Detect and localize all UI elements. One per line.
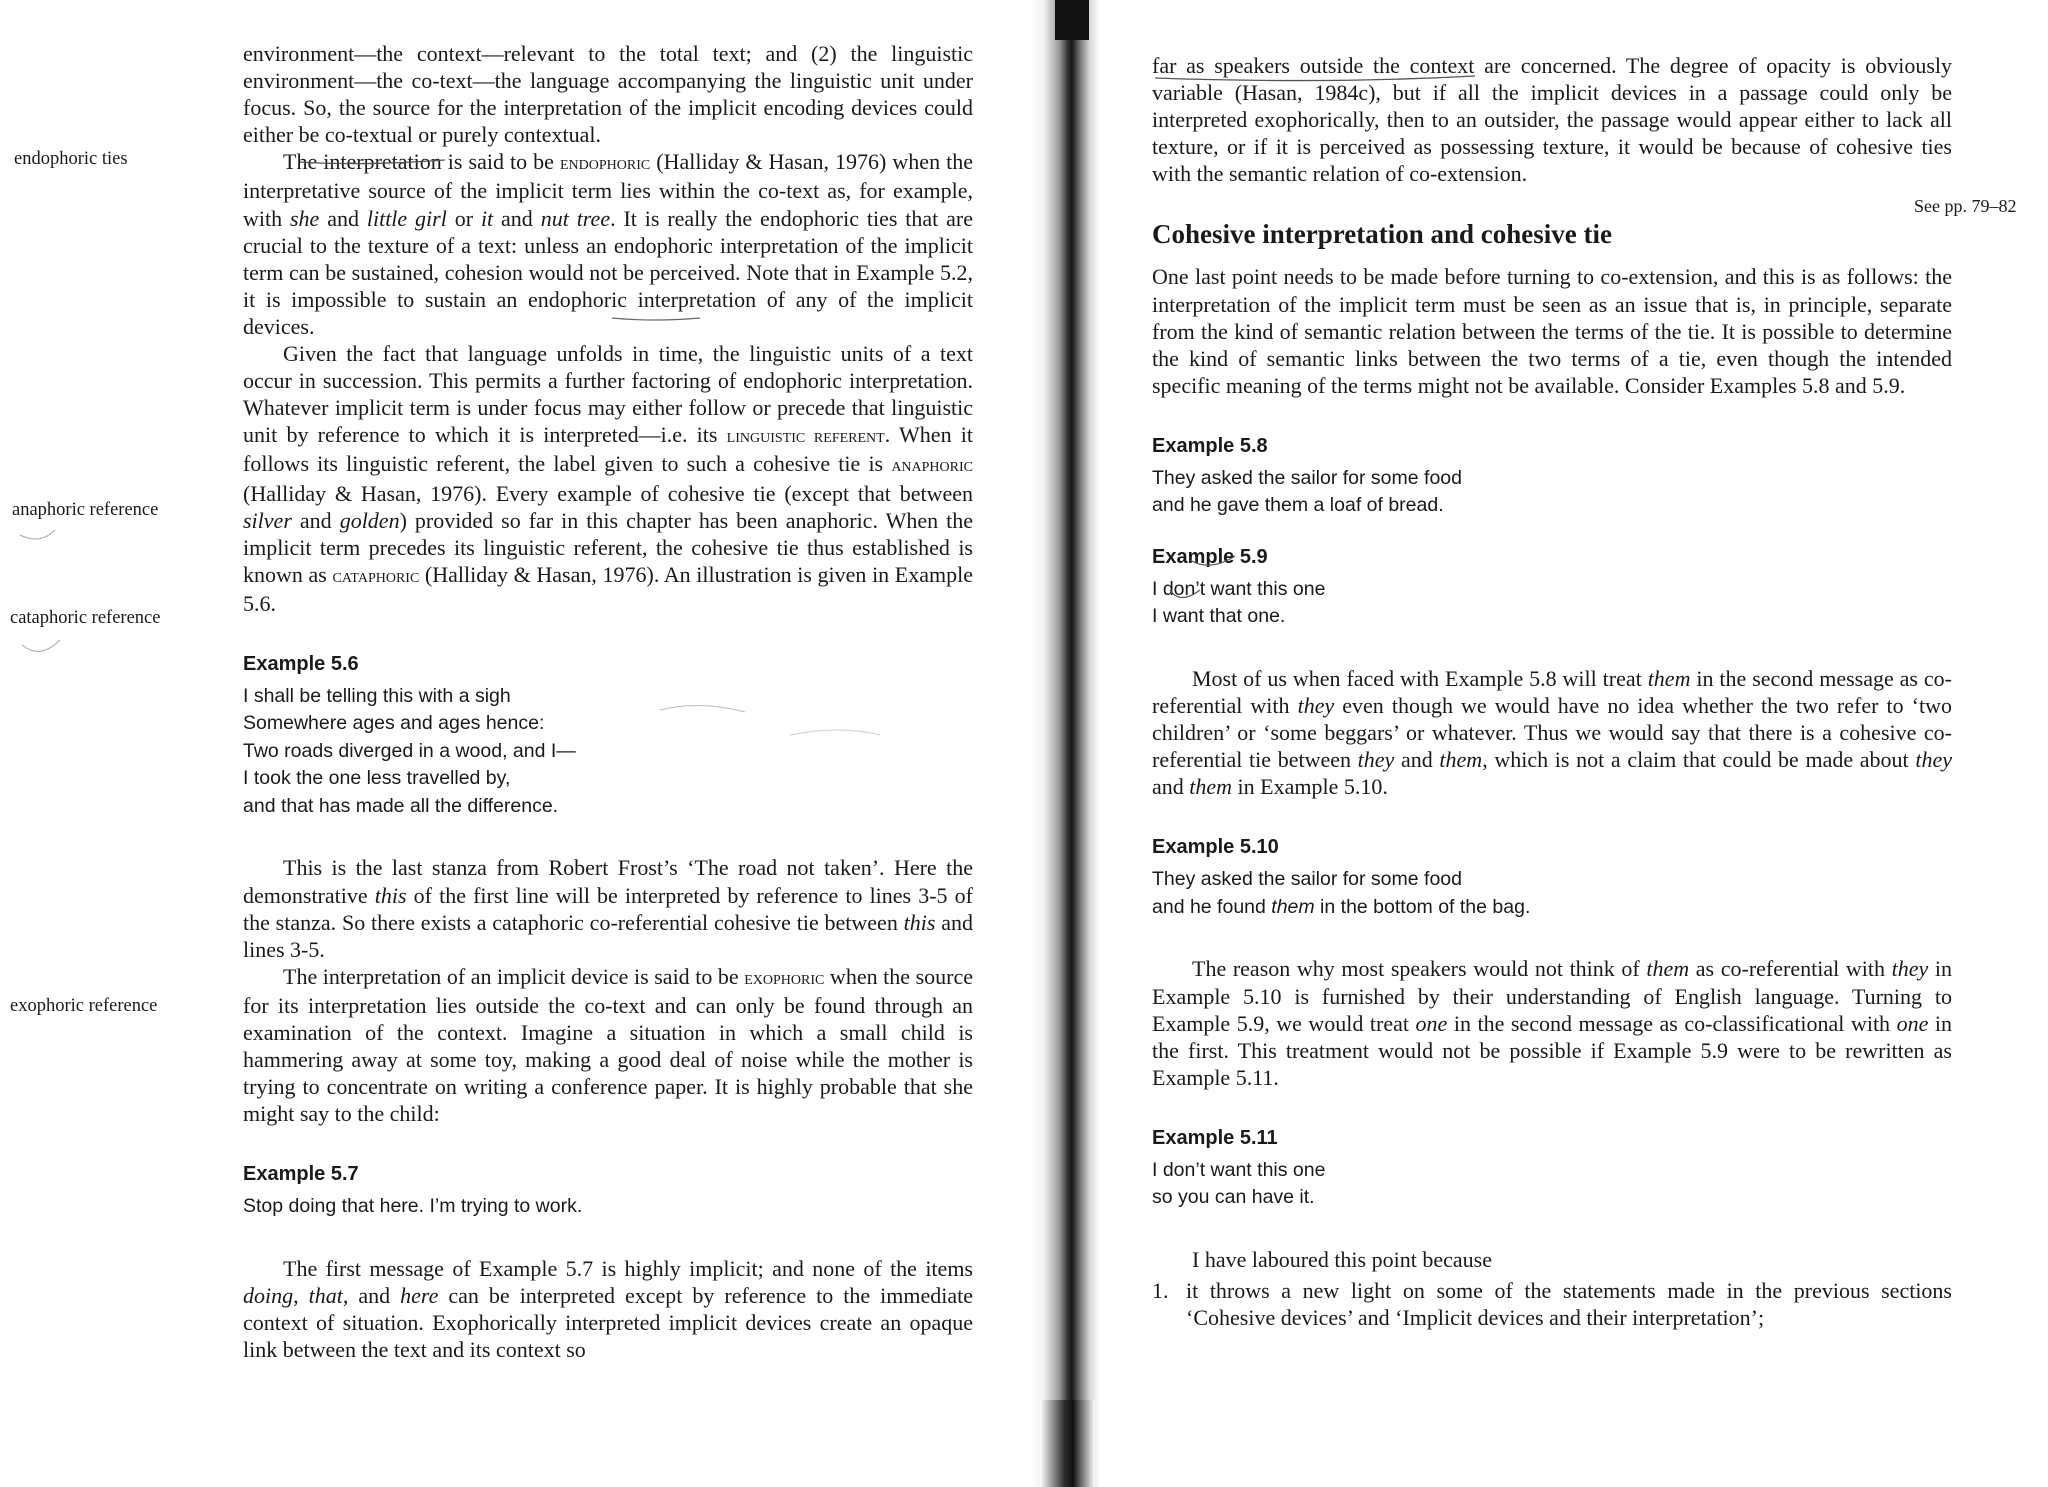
paragraph: The first message of Example 5.7 is highly implicit; and none of the items doing, that, and here can be interpreted except by reference to the immediate context of situation. Exophorically interpreted implicit devices create an opaque link between the text and its context so: [243, 1255, 974, 1363]
paragraph: The interpretation is said to be endophoric (Halliday & Hasan, 1976) when the interpretative source of the implicit term lies within the co-text as, for example, with she and little girl or it and nut tree. It is really the endophoric ties that are crucial to the texture of a text: unless an endophoric interpretation of the implicit term can be sustained, cohesion would not be perceived. Note that in Example 5.2, it is impossible to sustain an endophoric interpretation of any of the implicit devices.: [243, 149, 974, 339]
pencil-annotations: [1075, 0, 2048, 1487]
example-line: I took the one less travelled by,: [243, 767, 511, 790]
side-cross-reference: See pp. 79–82: [1914, 196, 2017, 216]
example-line: so you can have it.: [1152, 1186, 1315, 1209]
example-heading: Example 5.9: [1152, 545, 1268, 568]
margin-note-exophoric-reference: exophoric reference: [10, 996, 158, 1016]
example-line: They asked the sailor for some food: [1152, 466, 1462, 489]
example-line: and that has made all the difference.: [243, 794, 559, 817]
paragraph: Given the fact that language unfolds in time, the linguistic units of a text occur in succession. This permits a further factoring of endophoric interpretation. Whatever implicit term is under focus may either follow or precede that linguistic unit by reference to which it is interpreted—i.e. its linguistic referent. When it follows its linguistic referent, the label given to such a cohesive tie is anaphoric (Halliday & Hasan, 1976). Every example of cohesive tie (except that between silver and golden) provided so far in this chapter has been anaphoric. When the implicit term precedes its linguistic referent, the cohesive tie thus established is known as cataphoric (Halliday & Hasan, 1976). An illustration is given in Example 5.6.: [243, 341, 974, 616]
example-line: I shall be telling this with a sigh: [243, 684, 511, 707]
paragraph: I have laboured this point because: [1192, 1246, 1492, 1272]
paragraph: This is the last stanza from Robert Frost’s ‘The road not taken’. Here the demonstrative this of the first line will be interpreted by reference to lines 3-5 of the stanza. So there exists a cataphoric co-referential cohesive tie between this and lines 3-5.: [243, 855, 974, 962]
example-heading: Example 5.10: [1152, 836, 1279, 859]
example-line: and he found them in the bottom of the bag.: [1152, 895, 1531, 918]
list-text: it throws a new light on some of the statements made in the previous sections ‘Cohesive devices’ and ‘Implicit devices and their interpretation’;: [1186, 1277, 1952, 1331]
section-heading: Cohesive interpretation and cohesive tie: [1152, 219, 1612, 250]
term-anaphoric: anaphoric: [891, 454, 973, 477]
example-heading: Example 5.8: [1152, 434, 1268, 457]
example-line: and he gave them a loaf of bread.: [1152, 494, 1444, 517]
list-number: 1.: [1152, 1277, 1169, 1303]
margin-note-cataphoric-reference: cataphoric reference: [10, 608, 161, 628]
term-cataphoric: cataphoric: [332, 564, 420, 587]
example-line: I don’t want this one: [1152, 1158, 1326, 1181]
right-page: [1075, 0, 2048, 1487]
example-line: Somewhere ages and ages hence:: [243, 712, 545, 735]
example-line: They asked the sailor for some food: [1152, 868, 1462, 891]
example-line: Stop doing that here. I’m trying to work.: [243, 1195, 583, 1218]
example-heading: Example 5.11: [1152, 1126, 1278, 1149]
example-heading: Example 5.7: [243, 1163, 359, 1186]
margin-note-endophoric-ties: endophoric ties: [14, 149, 128, 169]
term-exophoric: exophoric: [744, 966, 825, 989]
margin-note-anaphoric-reference: anaphoric reference: [12, 500, 159, 520]
example-line: Two roads diverged in a wood, and I—: [243, 739, 576, 762]
paragraph: far as speakers outside the context are concerned. The degree of opacity is obviously variable (Hasan, 1984c), but if all the implicit devices in a passage could only be interpreted exophorically, then to an outsider, the passage would appear either to lack all texture, or if it is perceived as possessing texture, it would be because of cohesive ties with the semantic relation of co-extension.: [1152, 53, 1952, 187]
paragraph: The reason why most speakers would not think of them as co-referential with they in Example 5.10 is furnished by their understanding of English language. Turning to Example 5.9, we would treat one in the second message as co-classificational with one in the first. This treatment would not be possible if Example 5.9 were to be rewritten as Example 5.11.: [1152, 956, 1952, 1090]
paragraph: environment—the context—relevant to the total text; and (2) the linguistic environment—the co-text—the language accompanying the linguistic unit under focus. So, the source for the interpretation of the implicit encoding devices could either be co-textual or purely contextual.: [243, 41, 973, 148]
paragraph: The interpretation of an implicit device is said to be exophoric when the source for its interpretation lies outside the co-text and can only be found through an examination of the context. Imagine a situation in which a small child is hammering away at some toy, making a good deal of noise while the mother is trying to concentrate on writing a conference paper. It is highly probable that she might say to the child:: [243, 963, 974, 1127]
term-endophoric: endophoric: [559, 152, 651, 175]
paragraph: One last point needs to be made before turning to co-extension, and this is as follows: the interpretation of the implicit term must be seen as an issue that is, in principle, separate from the kind of semantic relation between the terms of the tie. It is possible to determine the kind of semantic links between the two terms of a tie, even though the intended specific meaning of the terms might not be available. Consider Examples 5.8 and 5.9.: [1152, 264, 1952, 398]
example-line: I don’t want this one: [1152, 577, 1326, 600]
example-line: I want that one.: [1152, 605, 1286, 628]
paragraph: Most of us when faced with Example 5.8 will treat them in the second message as co-referential with they even though we would have no idea whether the two refer to ‘two children’ or ‘some beggars’ or whatever. Thus we would say that there is a cohesive co-referential tie between they and them, which is not a claim that could be made about they and them in Example 5.10.: [1152, 665, 1952, 800]
term-linguistic-referent: linguistic referent: [726, 425, 885, 448]
example-heading: Example 5.6: [243, 652, 359, 675]
